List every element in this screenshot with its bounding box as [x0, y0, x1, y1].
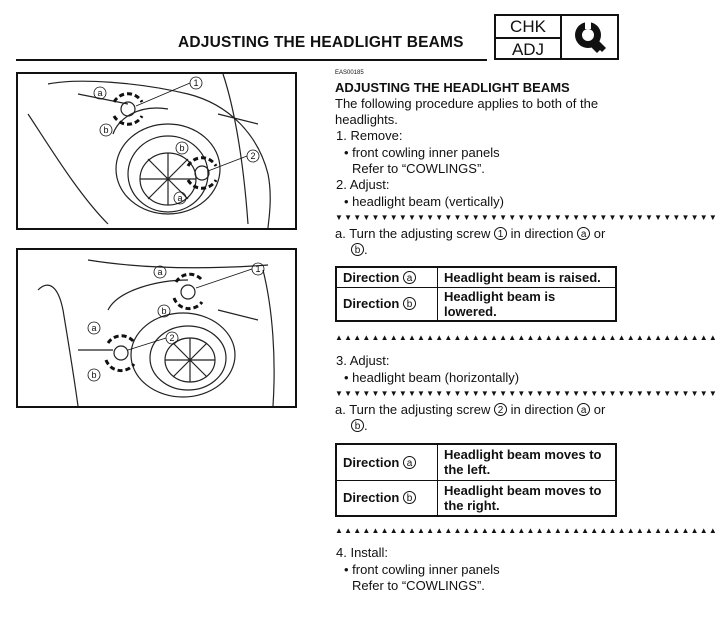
page-header-title: ADJUSTING THE HEADLIGHT BEAMS [178, 34, 464, 51]
direction-cell: Direction b [336, 287, 438, 321]
triangle-divider-2: ▲▲▲▲▲▲▲▲▲▲▲▲▲▲▲▲▲▲▲▲▲▲▲▲▲▲▲▲▲▲▲▲▲▲▲▲▲▲▲▲▲▲ [335, 333, 718, 342]
table-row [336, 444, 616, 480]
step-3-bullet: • headlight beam (horizontally) [344, 370, 520, 385]
direction-cell: Direction a [336, 267, 438, 287]
figure-headlight-horizontal [16, 248, 297, 408]
doc-code: EAS00185 [335, 70, 364, 76]
direction-cell: Direction b [336, 480, 438, 516]
result-cell: Headlight beam is raised. [438, 267, 617, 287]
fig2-callout-a-left: a [91, 323, 97, 333]
badge-adj: ADJ [511, 40, 545, 59]
step-3: 3. Adjust: [336, 353, 390, 368]
instruction-horizontal-cont: b . [351, 418, 368, 435]
step-1-ref: Refer to “COWLINGS”. [352, 161, 485, 176]
triangle-divider-3: ▼▼▼▼▼▼▼▼▼▼▼▼▼▼▼▼▼▼▼▼▼▼▼▼▼▼▼▼▼▼▼▼▼▼▼▼▼▼▼▼▼▼ [335, 389, 718, 398]
fig2-callout-2: 2 [169, 333, 175, 343]
header-rule [16, 59, 487, 61]
headlight-illustration-2 [18, 250, 295, 406]
result-cell: Headlight beam is lowered. [438, 287, 617, 321]
step-4-ref: Refer to “COWLINGS”. [352, 578, 485, 593]
fig2-callout-1: 1 [255, 264, 261, 274]
fig2-callout-b-left: b [91, 370, 97, 380]
wrench-icon [562, 16, 617, 58]
chk-adj-badge [494, 14, 619, 60]
direction-cell: Direction a [336, 444, 438, 480]
table-row [336, 287, 616, 321]
table-row [336, 267, 616, 287]
step-4: 4. Install: [336, 545, 389, 560]
intro-line-2: headlights. [335, 112, 398, 127]
step-1-bullet: • front cowling inner panels [344, 145, 500, 160]
instruction-vertical: a. Turn the adjusting screw 1 in direction a or [335, 226, 606, 241]
headlight-illustration-1 [18, 74, 295, 228]
section-heading: ADJUSTING THE HEADLIGHT BEAMS [335, 80, 570, 95]
step-1: 1. Remove: [336, 128, 403, 143]
fig1-callout-b-left: b [103, 125, 109, 135]
fig1-callout-b-mid: b [179, 143, 185, 153]
instruction-vertical-cont: b . [351, 242, 368, 259]
fig1-callout-a-top: a [97, 88, 103, 98]
fig2-callout-a-top: a [157, 267, 163, 277]
fig1-callout-a-bottom: a [177, 193, 183, 203]
instruction-horizontal: a. Turn the adjusting screw 2 in direction a or [335, 402, 606, 417]
table-row [336, 480, 616, 516]
step-4-bullet: • front cowling inner panels [344, 562, 500, 577]
fig1-callout-2: 2 [250, 151, 256, 161]
badge-text [496, 16, 562, 58]
vertical-direction-table [335, 266, 617, 322]
step-2-bullet: • headlight beam (vertically) [344, 194, 504, 209]
result-cell: Headlight beam moves to the right. [438, 480, 617, 516]
intro-line-1: The following procedure applies to both of the [335, 96, 599, 111]
result-cell: Headlight beam moves to the left. [438, 444, 617, 480]
horizontal-direction-table [335, 443, 617, 517]
figure-headlight-vertical [16, 72, 297, 230]
triangle-divider-4: ▲▲▲▲▲▲▲▲▲▲▲▲▲▲▲▲▲▲▲▲▲▲▲▲▲▲▲▲▲▲▲▲▲▲▲▲▲▲▲▲▲▲ [335, 526, 718, 535]
fig2-callout-b-mid: b [161, 306, 167, 316]
badge-chk: CHK [496, 16, 560, 39]
fig1-callout-1: 1 [193, 78, 199, 88]
triangle-divider-1: ▼▼▼▼▼▼▼▼▼▼▼▼▼▼▼▼▼▼▼▼▼▼▼▼▼▼▼▼▼▼▼▼▼▼▼▼▼▼▼▼▼▼ [335, 213, 718, 222]
step-2: 2. Adjust: [336, 177, 390, 192]
